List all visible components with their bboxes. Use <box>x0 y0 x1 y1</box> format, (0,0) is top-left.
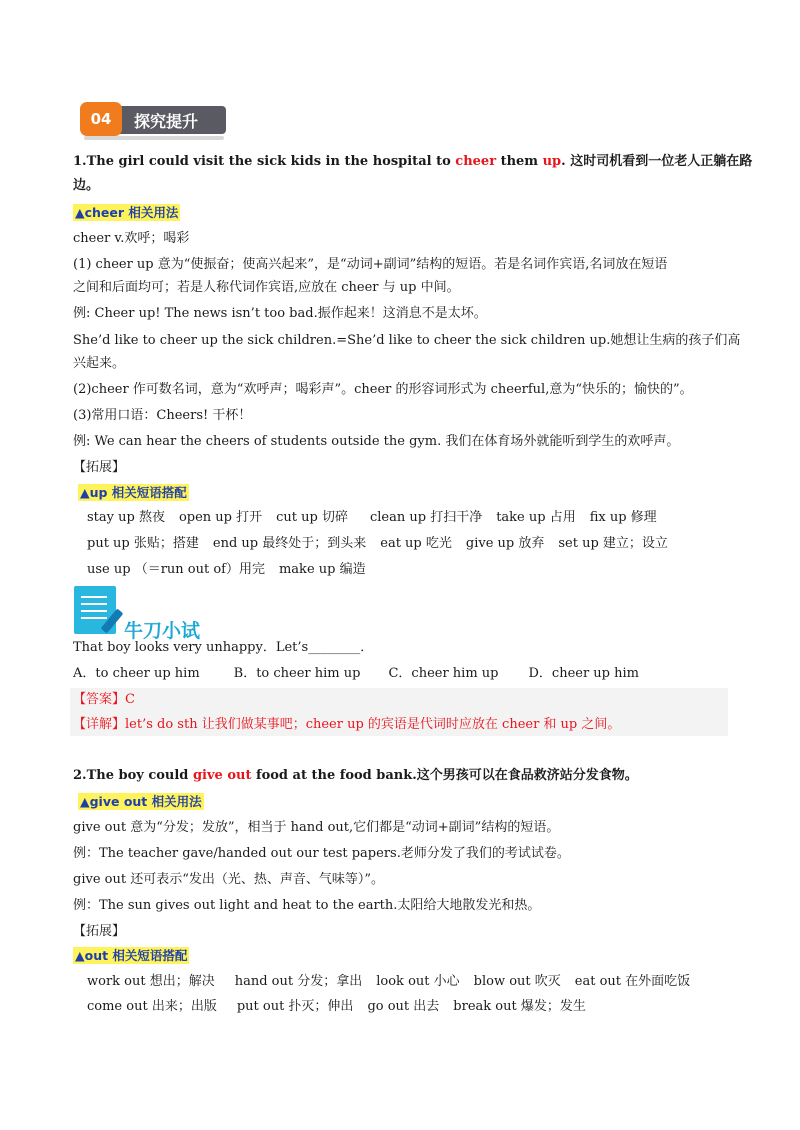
q1-keyword-cheer: cheer <box>455 154 497 169</box>
out-phrases-row-2 <box>87 997 747 1017</box>
give-out-example-2: 例：The sun gives out light and heat to the earth.太阳给大地散发光和热。 <box>73 898 541 913</box>
phrase-item: stay up 熬夜 <box>87 510 165 525</box>
q2-keyword: give out <box>192 768 252 783</box>
option-b: B．to cheer him up <box>233 666 361 681</box>
quiz-options <box>73 664 733 684</box>
phrase-item: set up 建立；设立 <box>558 536 668 551</box>
option-a: A．to cheer up him <box>73 666 200 681</box>
phrase-item: fix up 修理 <box>589 510 657 525</box>
give-out-usage-tag-text: ▲give out 相关用法 <box>80 794 202 809</box>
cheer-example-3: 例: We can hear the cheers of students outside the gym. 我们在体育场外就能听到学生的欢呼声。 <box>73 434 680 449</box>
banner-number: 04 <box>80 102 122 136</box>
out-phrases-row-1 <box>87 972 747 992</box>
phrase-item: go out 出去 <box>367 999 440 1014</box>
phrase-item: use up （＝run out of）用完 <box>87 562 265 577</box>
option-d: D．cheer up him <box>528 666 639 681</box>
phrase-item: open up 打开 <box>178 510 263 525</box>
banner-shadow <box>84 136 224 140</box>
expand-label-1: 【拓展】 <box>73 460 126 475</box>
quiz-explanation: 【详解】let’s do sth 让我们做某事吧；cheer up 的宾语是代词时应放在 cheer 和 up 之间。 <box>73 717 621 732</box>
phrase-item: give up 放弃 <box>465 536 545 551</box>
quiz-question: That boy looks very unhappy．Let’s________． <box>73 640 374 655</box>
q1-text-b: them <box>496 154 543 169</box>
question-1-line-2: 边。 <box>73 178 100 193</box>
up-phrases-tag <box>78 483 738 504</box>
question-2 <box>73 766 733 786</box>
phrase-item: cut up 切碎 <box>276 510 348 525</box>
answer-box <box>70 688 728 736</box>
out-phrases-tag <box>73 946 733 967</box>
q2-text-b: food at the food bank.这个男孩可以在食品救济站分发食物。 <box>251 768 638 783</box>
give-out-point-1: give out 意为“分发；发放”，相当于 hand out,它们都是“动词+副词”结构的短语。 <box>73 820 560 835</box>
q1-keyword-up: up <box>542 154 562 169</box>
give-out-point-2: give out 还可表示“发出（光、热、声音、气味等）”。 <box>73 872 384 887</box>
banner-title: 探究提升 <box>116 106 226 134</box>
cheer-example-1: 例: Cheer up! The news isn’t too bad.振作起来！这消息不是太坏。 <box>73 306 487 321</box>
quiz-heading <box>74 586 214 642</box>
phrase-item: make up 编造 <box>278 562 366 577</box>
cheer-point-3: (3)常用口语：Cheers! 干杯！ <box>73 408 252 423</box>
phrase-item: eat up 吃光 <box>380 536 452 551</box>
phrase-item: look out 小心 <box>376 974 460 989</box>
cheer-up-point-1a: (1) cheer up 意为“使振奋；使高兴起来”，是“动词+副词”结构的短语。若是名词作宾语,名词放在短语 <box>73 257 668 272</box>
phrase-item: clean up 打扫干净 <box>369 510 483 525</box>
phrase-item: put up 张贴；搭建 <box>87 536 199 551</box>
q2-text-a: 2.The boy could <box>73 768 193 783</box>
cheer-usage-tag <box>73 203 733 224</box>
phrase-item: end up 最终处于；到头来 <box>212 536 367 551</box>
give-out-example-1: 例：The teacher gave/handed out our test papers.老师分发了我们的考试试卷。 <box>73 846 570 861</box>
phrase-item: blow out 吹灭 <box>473 974 561 989</box>
up-phrases-tag-text: ▲up 相关短语搭配 <box>80 485 187 500</box>
up-phrases-row-2 <box>87 534 747 554</box>
option-c: C．cheer him up <box>388 666 499 681</box>
quiz-answer: 【答案】C <box>73 692 135 707</box>
phrase-item: eat out 在外面吃饭 <box>574 974 691 989</box>
q1-text-a: 1.The girl could visit the sick kids in the hospital to <box>73 154 456 169</box>
cheer-usage-tag-text: ▲cheer 相关用法 <box>75 205 179 220</box>
cheer-up-point-1b: 之间和后面均可；若是人称代词作宾语,应放在 cheer 与 up 中间。 <box>73 280 460 295</box>
phrase-item: break out 爆发；发生 <box>453 999 586 1014</box>
give-out-usage-tag <box>78 792 738 813</box>
out-phrases-tag-text: ▲out 相关短语搭配 <box>75 948 188 963</box>
cheer-point-2: (2)cheer 作可数名词，意为“欢呼声；喝彩声”。cheer 的形容词形式为 cheerful,意为“快乐的；愉快的”。 <box>73 382 693 397</box>
q1-text-c: . 这时司机看到一位老人正躺在路 <box>561 154 753 169</box>
phrase-item: hand out 分发；拿出 <box>234 974 363 989</box>
cheer-example-2b: 兴起来。 <box>73 356 126 371</box>
question-1-line-1 <box>73 152 753 172</box>
expand-label-2: 【拓展】 <box>73 924 126 939</box>
up-phrases-row-1 <box>87 508 747 528</box>
phrase-item: come out 出来；出版 <box>87 999 217 1014</box>
up-phrases-row-3 <box>87 560 747 580</box>
phrase-item: work out 想出；解决 <box>87 974 215 989</box>
section-banner <box>80 100 226 138</box>
phrase-item: put out 扑灭；伸出 <box>236 999 354 1014</box>
cheer-definition: cheer v.欢呼；喝彩 <box>73 231 190 246</box>
phrase-item: take up 占用 <box>496 510 576 525</box>
quiz-label: 牛刀小试 <box>124 620 201 642</box>
cheer-example-2a: She’d like to cheer up the sick children.=She’d like to cheer the sick children up.她想让生病的孩子们高 <box>73 333 741 348</box>
